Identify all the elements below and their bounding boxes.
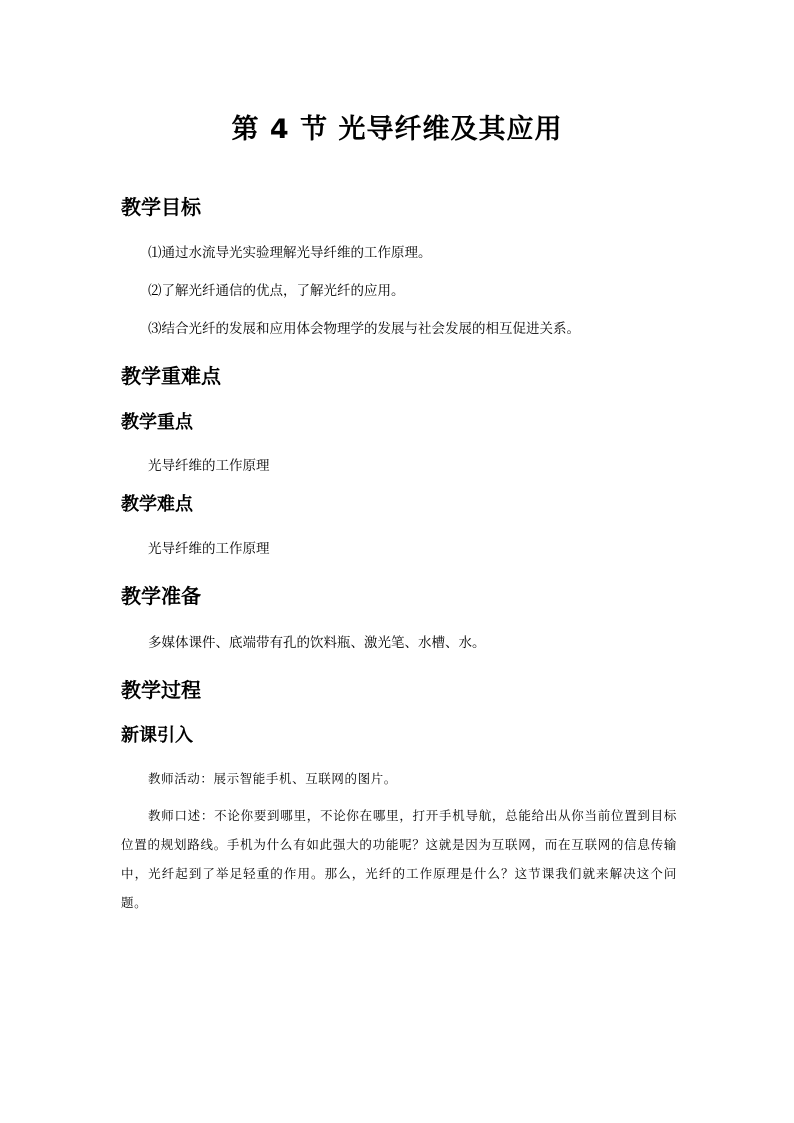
objective-item-1: ⑴通过水流导光实验理解光导纤维的工作原理。 — [148, 245, 432, 261]
key-point-text: 光导纤维的工作原理 — [148, 458, 270, 474]
heading-key-difficult: 教学重难点 — [121, 364, 221, 388]
preparation-text: 多媒体课件、底端带有孔的饮料瓶、激光笔、水槽、水。 — [148, 635, 486, 651]
heading-intro: 新课引入 — [121, 725, 193, 746]
teacher-activity: 教师活动：展示智能手机、互联网的图片。 — [148, 771, 397, 786]
heading-key-point: 教学重点 — [121, 412, 193, 433]
heading-objectives: 教学目标 — [121, 195, 201, 219]
objective-item-3: ⑶结合光纤的发展和应用体会物理学的发展与社会发展的相互促进关系。 — [148, 321, 580, 337]
objective-item-2: ⑵了解光纤通信的优点，了解光纤的应用。 — [148, 283, 405, 299]
heading-preparation: 教学准备 — [121, 584, 201, 608]
difficult-point-text: 光导纤维的工作原理 — [148, 541, 270, 557]
heading-difficult-point: 教学难点 — [121, 494, 193, 515]
heading-process: 教学过程 — [121, 678, 201, 702]
page-title: 第 4 节 光导纤维及其应用 — [231, 114, 563, 145]
teacher-narration: 教师口述：不论你要到哪里，不论你在哪里，打开手机导航，总能给出从你当前位置到目标位置的规划路线。手机为什么有如此强大的功能呢？这就是因为互联网，而在互联网的信息传输中，光纤起到了举足轻重的作用。那么，光纤的工作原理是什么？这节课我们就来解决这个问题。 — [121, 808, 677, 910]
